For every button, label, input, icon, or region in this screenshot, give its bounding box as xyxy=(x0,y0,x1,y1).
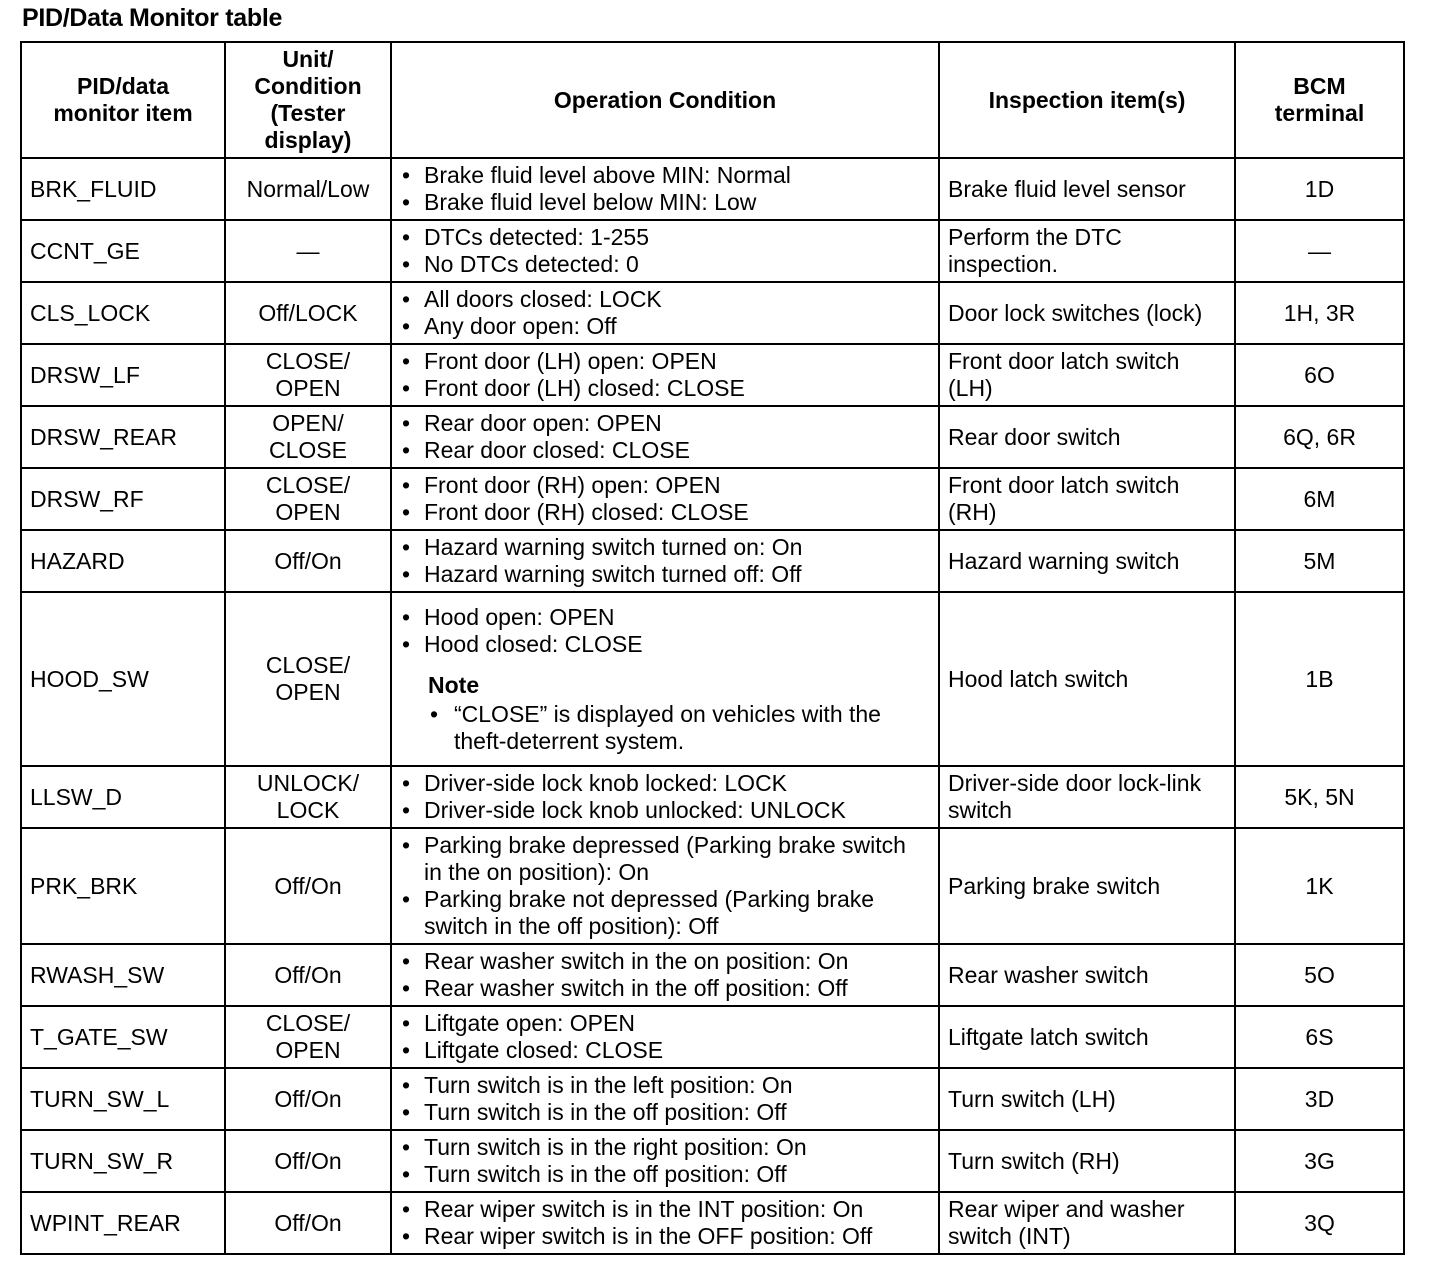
pid-cell: LLSW_D xyxy=(21,766,225,828)
inspection-line: Turn switch (LH) xyxy=(948,1085,1116,1112)
pid-cell: CCNT_GE xyxy=(21,220,225,282)
unit-line: CLOSE/ xyxy=(265,1010,351,1036)
bcm-terminal-cell: — xyxy=(1235,220,1404,282)
unit-line: Normal/Low xyxy=(246,175,370,202)
operation-list xyxy=(400,162,930,216)
operation-cell xyxy=(391,220,939,282)
inspection-line: Front door latch switch xyxy=(948,472,1180,498)
table-row xyxy=(21,1192,1404,1254)
unit-cell xyxy=(225,766,391,828)
inspection-line: Rear wiper and washer xyxy=(948,1196,1185,1222)
inspection-cell xyxy=(939,1192,1235,1254)
unit-line: Off/On xyxy=(274,961,342,988)
bcm-terminal-cell: 1B xyxy=(1235,592,1404,766)
unit-cell xyxy=(225,158,391,220)
operation-item: • Hazard warning switch turned off: Off xyxy=(424,561,930,588)
table-row xyxy=(21,158,1404,220)
inspection-line: Brake fluid level sensor xyxy=(948,175,1186,202)
unit-cell xyxy=(225,592,391,766)
inspection-cell xyxy=(939,282,1235,344)
pid-cell: CLS_LOCK xyxy=(21,282,225,344)
pid-cell: DRSW_LF xyxy=(21,344,225,406)
operation-item: • Front door (RH) open: OPEN xyxy=(424,472,930,499)
operation-cell xyxy=(391,1068,939,1130)
pid-monitor-table xyxy=(20,41,1405,1255)
unit-line: Off/On xyxy=(274,872,342,899)
unit-line: LOCK xyxy=(276,797,340,823)
operation-cell xyxy=(391,766,939,828)
operation-item: • Rear wiper switch is in the INT position: On xyxy=(424,1196,930,1223)
header-line: BCM xyxy=(1293,73,1346,99)
unit-cell xyxy=(225,944,391,1006)
unit-line: CLOSE/ xyxy=(265,348,351,374)
bcm-terminal-cell: 5K, 5N xyxy=(1235,766,1404,828)
table-row xyxy=(21,592,1404,766)
unit-cell xyxy=(225,1192,391,1254)
operation-list xyxy=(400,472,930,526)
operation-cell xyxy=(391,468,939,530)
pid-cell: T_GATE_SW xyxy=(21,1006,225,1068)
table-row xyxy=(21,282,1404,344)
inspection-cell xyxy=(939,766,1235,828)
operation-item: • Any door open: Off xyxy=(424,313,930,340)
bcm-terminal-cell: 3Q xyxy=(1235,1192,1404,1254)
operation-item: • Turn switch is in the off position: Off xyxy=(424,1161,930,1188)
inspection-line: Perform the DTC xyxy=(948,224,1122,250)
unit-line: Off/On xyxy=(274,547,342,574)
inspection-cell xyxy=(939,530,1235,592)
operation-item: • Hazard warning switch turned on: On xyxy=(424,534,930,561)
unit-line: CLOSE/ xyxy=(265,472,351,498)
bcm-terminal-cell: 5M xyxy=(1235,530,1404,592)
unit-cell xyxy=(225,282,391,344)
inspection-cell xyxy=(939,592,1235,766)
note-title: Note xyxy=(428,671,480,698)
header-line: PID/data xyxy=(76,73,170,99)
unit-line: OPEN xyxy=(275,679,341,705)
operation-list xyxy=(400,604,930,658)
operation-cell xyxy=(391,530,939,592)
table-row xyxy=(21,530,1404,592)
operation-item: • DTCs detected: 1-255 xyxy=(424,224,930,251)
inspection-line: Front door latch switch xyxy=(948,348,1180,374)
inspection-cell xyxy=(939,344,1235,406)
unit-cell xyxy=(225,1068,391,1130)
operation-list xyxy=(400,410,930,464)
unit-line: UNLOCK/ xyxy=(256,770,360,796)
inspection-line: (LH) xyxy=(948,375,993,401)
pid-cell: DRSW_RF xyxy=(21,468,225,530)
operation-list xyxy=(400,770,930,824)
operation-item: • Turn switch is in the right position: On xyxy=(424,1134,930,1161)
table-row xyxy=(21,1068,1404,1130)
operation-item: • Front door (RH) closed: CLOSE xyxy=(424,499,930,526)
operation-list xyxy=(400,534,930,588)
operation-item: • Turn switch is in the off position: Off xyxy=(424,1099,930,1126)
page-title: PID/Data Monitor table xyxy=(22,4,283,32)
operation-item: • Parking brake not depressed (Parking brake switch in the off position): Off xyxy=(424,886,930,940)
inspection-cell xyxy=(939,158,1235,220)
header-line: Unit/ xyxy=(282,46,334,72)
operation-item: • Brake fluid level above MIN: Normal xyxy=(424,162,930,189)
unit-line: Off/On xyxy=(274,1209,342,1236)
inspection-line: Liftgate latch switch xyxy=(948,1023,1149,1050)
operation-item: • Rear wiper switch is in the OFF position: Off xyxy=(424,1223,930,1250)
bcm-terminal-cell: 1H, 3R xyxy=(1235,282,1404,344)
bcm-terminal-cell: 5O xyxy=(1235,944,1404,1006)
operation-item: • Hood closed: CLOSE xyxy=(424,631,930,658)
operation-item: • Brake fluid level below MIN: Low xyxy=(424,189,930,216)
unit-line: CLOSE xyxy=(269,437,347,463)
operation-item: • All doors closed: LOCK xyxy=(424,286,930,313)
pid-cell: PRK_BRK xyxy=(21,828,225,944)
operation-list xyxy=(400,1134,930,1188)
inspection-line: switch xyxy=(948,797,1012,823)
table-row xyxy=(21,406,1404,468)
header-line: terminal xyxy=(1274,100,1365,126)
header-line: Condition xyxy=(254,73,362,99)
bcm-terminal-cell: 6O xyxy=(1235,344,1404,406)
inspection-cell xyxy=(939,944,1235,1006)
unit-line: Off/On xyxy=(274,1085,342,1112)
bcm-terminal-cell: 3G xyxy=(1235,1130,1404,1192)
inspection-cell xyxy=(939,468,1235,530)
header-pid-item xyxy=(21,42,225,158)
inspection-cell xyxy=(939,1068,1235,1130)
bcm-terminal-cell: 1K xyxy=(1235,828,1404,944)
bcm-terminal-cell: 6M xyxy=(1235,468,1404,530)
unit-cell xyxy=(225,220,391,282)
unit-line: OPEN xyxy=(275,375,341,401)
operation-item: • Driver-side lock knob locked: LOCK xyxy=(424,770,930,797)
header-line: (Tester xyxy=(270,100,346,126)
operation-cell xyxy=(391,406,939,468)
inspection-line: Turn switch (RH) xyxy=(948,1147,1120,1174)
operation-cell xyxy=(391,592,939,766)
operation-item: • Liftgate open: OPEN xyxy=(424,1010,930,1037)
pid-cell: BRK_FLUID xyxy=(21,158,225,220)
operation-list xyxy=(400,224,930,278)
operation-list xyxy=(400,286,930,340)
header-line: display) xyxy=(264,127,352,153)
table-row xyxy=(21,344,1404,406)
inspection-line: Parking brake switch xyxy=(948,872,1161,899)
operation-list xyxy=(400,832,930,940)
unit-line: Off/LOCK xyxy=(258,299,358,326)
pid-cell: DRSW_REAR xyxy=(21,406,225,468)
pid-cell: TURN_SW_L xyxy=(21,1068,225,1130)
unit-cell xyxy=(225,530,391,592)
operation-item: • Liftgate closed: CLOSE xyxy=(424,1037,930,1064)
operation-list xyxy=(400,1010,930,1064)
operation-cell xyxy=(391,828,939,944)
inspection-line: Rear door switch xyxy=(948,423,1121,450)
operation-item: • Hood open: OPEN xyxy=(424,604,930,631)
operation-item: • No DTCs detected: 0 xyxy=(424,251,930,278)
operation-item: • Front door (LH) closed: CLOSE xyxy=(424,375,930,402)
header-operation-condition: Operation Condition xyxy=(391,42,939,158)
unit-line: OPEN xyxy=(275,499,341,525)
operation-item: • Rear door open: OPEN xyxy=(424,410,930,437)
header-bcm-terminal xyxy=(1235,42,1404,158)
inspection-cell xyxy=(939,406,1235,468)
operation-list xyxy=(400,1196,930,1250)
inspection-cell xyxy=(939,220,1235,282)
unit-line: CLOSE/ xyxy=(265,652,351,678)
operation-list xyxy=(400,348,930,402)
header-line: monitor item xyxy=(53,100,193,126)
note-list xyxy=(400,701,930,755)
operation-cell xyxy=(391,1006,939,1068)
pid-cell: HOOD_SW xyxy=(21,592,225,766)
table-row xyxy=(21,766,1404,828)
pid-cell: TURN_SW_R xyxy=(21,1130,225,1192)
inspection-line: Driver-side door lock-link xyxy=(948,770,1202,796)
operation-cell xyxy=(391,158,939,220)
table-row xyxy=(21,468,1404,530)
table-row xyxy=(21,1130,1404,1192)
operation-item: • Rear door closed: CLOSE xyxy=(424,437,930,464)
unit-cell xyxy=(225,1130,391,1192)
inspection-line: inspection. xyxy=(948,251,1058,277)
bcm-terminal-cell: 6S xyxy=(1235,1006,1404,1068)
inspection-cell xyxy=(939,1006,1235,1068)
header-row xyxy=(21,42,1404,158)
operation-list xyxy=(400,948,930,1002)
pid-cell: WPINT_REAR xyxy=(21,1192,225,1254)
table-row xyxy=(21,944,1404,1006)
operation-list xyxy=(400,1072,930,1126)
bcm-terminal-cell: 1D xyxy=(1235,158,1404,220)
inspection-line: Hood latch switch xyxy=(948,665,1129,692)
inspection-line: Rear washer switch xyxy=(948,961,1149,988)
bcm-terminal-cell: 3D xyxy=(1235,1068,1404,1130)
table-row xyxy=(21,828,1404,944)
pid-cell: RWASH_SW xyxy=(21,944,225,1006)
operation-cell xyxy=(391,282,939,344)
table-row xyxy=(21,1006,1404,1068)
unit-line: — xyxy=(296,237,320,264)
note-item: • “CLOSE” is displayed on vehicles with the theft-deterrent system. xyxy=(454,701,930,755)
operation-item: • Rear washer switch in the on position: On xyxy=(424,948,930,975)
unit-cell xyxy=(225,406,391,468)
unit-cell xyxy=(225,344,391,406)
inspection-line: (RH) xyxy=(948,499,997,525)
header-unit-condition xyxy=(225,42,391,158)
operation-cell xyxy=(391,344,939,406)
unit-line: Off/On xyxy=(274,1147,342,1174)
unit-cell xyxy=(225,468,391,530)
inspection-cell xyxy=(939,1130,1235,1192)
operation-cell xyxy=(391,1130,939,1192)
header-inspection-items: Inspection item(s) xyxy=(939,42,1235,158)
bcm-terminal-cell: 6Q, 6R xyxy=(1235,406,1404,468)
inspection-cell xyxy=(939,828,1235,944)
operation-item: • Driver-side lock knob unlocked: UNLOCK xyxy=(424,797,930,824)
table-row xyxy=(21,220,1404,282)
operation-item: • Rear washer switch in the off position: Off xyxy=(424,975,930,1002)
operation-item: • Parking brake depressed (Parking brake switch in the on position): On xyxy=(424,832,930,886)
operation-item: • Front door (LH) open: OPEN xyxy=(424,348,930,375)
inspection-line: Hazard warning switch xyxy=(948,547,1180,574)
operation-cell xyxy=(391,1192,939,1254)
operation-cell xyxy=(391,944,939,1006)
operation-item: • Turn switch is in the left position: On xyxy=(424,1072,930,1099)
unit-cell xyxy=(225,1006,391,1068)
inspection-line: Door lock switches (lock) xyxy=(948,299,1203,326)
unit-line: OPEN xyxy=(275,1037,341,1063)
inspection-line: switch (INT) xyxy=(948,1223,1071,1249)
unit-cell xyxy=(225,828,391,944)
pid-cell: HAZARD xyxy=(21,530,225,592)
unit-line: OPEN/ xyxy=(272,410,344,436)
